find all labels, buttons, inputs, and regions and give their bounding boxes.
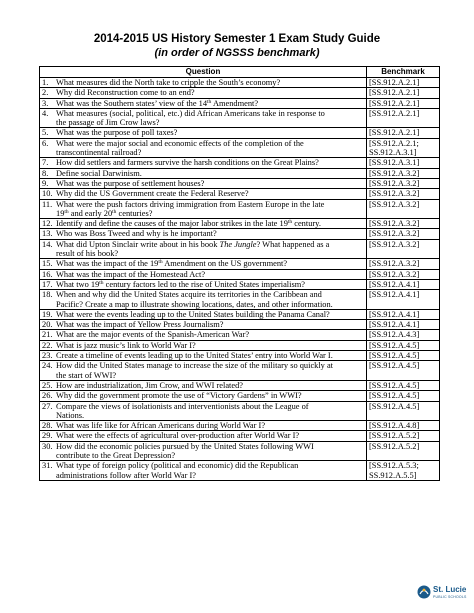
question-number: 30. <box>42 441 53 451</box>
benchmark-cell <box>367 340 440 350</box>
benchmark-code: [SS.912.A.4.1] <box>369 290 420 300</box>
page-subtitle: (in order of NGSSS benchmark) <box>154 47 320 59</box>
benchmark-code: [SS.912.A.3.2] <box>369 168 420 178</box>
question-cell <box>40 138 367 158</box>
question-cell <box>40 168 367 178</box>
benchmark-cell <box>367 108 440 128</box>
question-text-line <box>42 200 364 209</box>
benchmark-code: [SS.912.A.4.5] <box>369 380 420 390</box>
question-text: What was the Southern states’ view of the 14th Amendment? <box>56 98 259 108</box>
question-text: result of his book? <box>56 249 119 259</box>
table-row <box>40 219 440 229</box>
st-lucie-logo-icon <box>417 585 431 599</box>
question-number: 26. <box>42 391 53 401</box>
benchmark-code: [SS.912.A.5.2] <box>369 441 420 451</box>
question-text-line <box>42 461 364 470</box>
question-number: 11. <box>42 199 53 209</box>
question-text: What was the impact of the 19th Amendment on the US government? <box>56 259 288 269</box>
question-text-line <box>42 451 364 460</box>
table-row <box>40 158 440 168</box>
question-text: How are industrialization, Jim Crow, and WWI related? <box>56 380 243 390</box>
question-text: What were the events leading up to the United States building the Panama Canal? <box>56 309 330 319</box>
benchmark-code: [SS.912.A.2.1] <box>369 78 420 87</box>
question-number: 13. <box>42 229 53 239</box>
question-text: How did settlers and farmers survive the harsh conditions on the Great Plains? <box>56 158 319 168</box>
question-cell <box>40 431 367 441</box>
benchmark-cell <box>367 320 440 330</box>
benchmark-cell <box>367 98 440 108</box>
question-number: 21. <box>42 330 53 340</box>
benchmark-code: [SS.912.A.4.1] <box>369 320 420 330</box>
table-row <box>40 178 440 188</box>
question-text-line <box>42 290 364 299</box>
benchmark-cell <box>367 219 440 229</box>
benchmark-code: [SS.912.A.2.1] <box>369 128 420 138</box>
benchmark-cell <box>367 259 440 269</box>
question-text-line <box>42 471 364 480</box>
benchmark-cell <box>367 461 440 481</box>
question-number: 1. <box>42 78 49 87</box>
question-text: Define social Darwinism. <box>56 168 142 178</box>
benchmark-code: [SS.912.A.4.5] <box>369 401 420 411</box>
question-text: the start of WWI? <box>56 370 117 380</box>
benchmark-code: [SS.912.A.2.1] <box>369 88 420 98</box>
table-row <box>40 401 440 421</box>
question-text-line <box>42 371 364 380</box>
benchmark-cell <box>367 279 440 289</box>
benchmark-cell <box>367 330 440 340</box>
benchmark-cell <box>367 239 440 259</box>
question-text-line <box>42 118 364 127</box>
benchmark-cell <box>367 391 440 401</box>
question-cell <box>40 108 367 128</box>
question-number: 6. <box>42 138 49 148</box>
table-row <box>40 78 440 88</box>
question-cell <box>40 340 367 350</box>
question-text: Identify and define the causes of the major labor strikes in the late 19th century. <box>56 219 321 229</box>
question-text: What measures (social, political, etc.) did African Americans take in response to <box>56 108 325 118</box>
question-text: What were the effects of agricultural over-production after World War I? <box>56 431 300 441</box>
question-text: What was the impact of the Homestead Act? <box>56 269 206 279</box>
question-text-line <box>42 148 364 157</box>
question-text-line <box>42 229 364 238</box>
table-header-row <box>40 67 440 78</box>
question-cell <box>40 461 367 481</box>
table-row <box>40 279 440 289</box>
question-text: Why did the government promote the use of “Victory Gardens” in WWI? <box>56 391 302 401</box>
question-cell <box>40 279 367 289</box>
question-text-line <box>42 219 364 228</box>
question-number: 24. <box>42 361 53 371</box>
question-cell <box>40 128 367 138</box>
benchmark-code: [SS.912.A.2.1] <box>369 108 420 118</box>
question-text-line <box>42 411 364 420</box>
benchmark-cell <box>367 421 440 431</box>
question-text: What was life like for African Americans during World War I? <box>56 421 266 431</box>
table-row <box>40 361 440 381</box>
question-cell <box>40 259 367 269</box>
logo-name: St. Lucie <box>433 585 467 594</box>
question-number: 20. <box>42 320 53 330</box>
benchmark-code: [SS.912.A.4.1] <box>369 309 420 319</box>
question-text-line <box>42 431 364 440</box>
question-number: 27. <box>42 401 53 411</box>
question-text: Pacific? Create a map to illustrate showing locations, dates, and other information. <box>56 299 333 309</box>
question-number: 18. <box>42 290 53 300</box>
column-header-benchmark: Benchmark <box>367 67 440 78</box>
benchmark-code: [SS.912.A.3.2] <box>369 178 420 188</box>
question-cell <box>40 361 367 381</box>
question-text-line <box>42 300 364 309</box>
benchmark-code: [SS.912.A.2.1] <box>369 98 420 108</box>
question-cell <box>40 391 367 401</box>
benchmark-cell <box>367 158 440 168</box>
question-text-line <box>42 351 364 360</box>
question-number: 3. <box>42 98 49 108</box>
question-cell <box>40 78 367 88</box>
table-row <box>40 431 440 441</box>
benchmark-cell <box>367 290 440 310</box>
question-text-line <box>42 259 364 268</box>
question-text: What was the purpose of settlement houses? <box>56 178 205 188</box>
benchmark-code: [SS.912.A.3.2] <box>369 239 420 249</box>
benchmark-code: [SS.912.A.4.5] <box>369 361 420 371</box>
table-row <box>40 88 440 98</box>
question-text-line <box>42 330 364 339</box>
question-cell <box>40 178 367 188</box>
benchmark-code: [SS.912.A.3.2] <box>369 189 420 199</box>
table-row <box>40 441 440 461</box>
question-number: 2. <box>42 88 49 98</box>
question-text: administrations follow after World War I? <box>56 470 196 480</box>
table-row <box>40 330 440 340</box>
question-text: What were the push factors driving immigration from Eastern Europe in the late <box>56 199 325 209</box>
question-text-line <box>42 139 364 148</box>
question-text: What two 19th century factors led to the rise of United States imperialism? <box>56 279 305 289</box>
table-row <box>40 199 440 219</box>
benchmark-cell <box>367 431 440 441</box>
benchmark-cell <box>367 269 440 279</box>
question-text-line <box>42 320 364 329</box>
benchmark-code: [SS.912.A.3.1] <box>369 158 420 168</box>
question-text: When and why did the United States acquire its territories in the Caribbean and <box>56 290 322 300</box>
question-text-line <box>42 361 364 370</box>
question-number: 23. <box>42 351 53 361</box>
table-row <box>40 421 440 431</box>
table-row <box>40 351 440 361</box>
benchmark-code: [SS.912.A.4.8] <box>369 421 420 431</box>
question-cell <box>40 320 367 330</box>
question-cell <box>40 158 367 168</box>
question-cell <box>40 421 367 431</box>
benchmark-code: [SS.912.A.4.3] <box>369 330 420 340</box>
question-number: 15. <box>42 259 53 269</box>
logo-subtitle: PUBLIC SCHOOLS <box>433 595 467 599</box>
table-row <box>40 391 440 401</box>
question-text: How did the economic policies pursued by the United States following WWI <box>56 441 314 451</box>
benchmark-cell <box>367 128 440 138</box>
benchmark-cell <box>367 189 440 199</box>
table-row <box>40 128 440 138</box>
question-cell <box>40 229 367 239</box>
question-text-line <box>42 240 364 249</box>
question-cell <box>40 330 367 340</box>
question-text-line <box>42 402 364 411</box>
question-text-line <box>42 442 364 451</box>
question-text: Why did the US Government create the Federal Reserve? <box>56 189 249 199</box>
benchmark-code: [SS.912.A.5.2] <box>369 431 420 441</box>
question-text-line <box>42 128 364 137</box>
benchmark-cell <box>367 199 440 219</box>
table-row <box>40 138 440 158</box>
question-text: the passage of Jim Crow laws? <box>56 118 160 128</box>
document-header <box>0 32 474 60</box>
question-text-line <box>42 88 364 97</box>
table-row <box>40 189 440 199</box>
question-text-line <box>42 158 364 167</box>
question-text: What was the purpose of poll taxes? <box>56 128 178 138</box>
question-text: transcontinental railroad? <box>56 148 142 158</box>
question-cell <box>40 219 367 229</box>
question-text: Nations. <box>56 410 85 420</box>
question-text-line <box>42 249 364 258</box>
table-row <box>40 290 440 310</box>
table-row <box>40 229 440 239</box>
benchmark-code: [SS.912.A.3.2] <box>369 269 420 279</box>
table-row <box>40 239 440 259</box>
question-text-line <box>42 310 364 319</box>
question-text-line <box>42 391 364 400</box>
benchmark-cell <box>367 361 440 381</box>
question-number: 25. <box>42 380 53 390</box>
question-cell <box>40 290 367 310</box>
benchmark-code: [SS.912.A.5.3; <box>369 461 419 471</box>
question-text-line <box>42 99 364 108</box>
question-text: What did Upton Sinclair write about in his book The Jungle? What happened as a <box>56 239 330 249</box>
question-text-line <box>42 109 364 118</box>
table-row <box>40 461 440 481</box>
question-text: What were the major social and economic effects of the completion of the <box>56 138 304 148</box>
school-district-logo <box>417 583 465 607</box>
question-cell <box>40 269 367 279</box>
benchmark-code: [SS.912.A.4.5] <box>369 351 420 361</box>
question-number: 12. <box>42 219 53 229</box>
table-row <box>40 340 440 350</box>
table-row <box>40 269 440 279</box>
question-text-line <box>42 341 364 350</box>
question-number: 14. <box>42 239 53 249</box>
question-number: 31. <box>42 461 53 471</box>
benchmark-cell <box>367 229 440 239</box>
question-cell <box>40 380 367 390</box>
question-text-line <box>42 78 364 87</box>
table-body <box>40 78 440 481</box>
table-row <box>40 168 440 178</box>
benchmark-cell <box>367 309 440 319</box>
benchmark-code: [SS.912.A.3.2] <box>369 219 420 229</box>
table-row <box>40 309 440 319</box>
benchmark-cell <box>367 380 440 390</box>
question-text: What is jazz music’s link to World War I? <box>56 340 196 350</box>
question-text-line <box>42 421 364 430</box>
question-text: Who was Boss Tweed and why is he important? <box>56 229 217 239</box>
question-cell <box>40 239 367 259</box>
question-cell <box>40 401 367 421</box>
question-text-line <box>42 179 364 188</box>
question-cell <box>40 189 367 199</box>
benchmark-code: SS.912.A.5.5] <box>369 470 417 480</box>
question-text: contribute to the Great Depression? <box>56 450 176 460</box>
question-text-line <box>42 381 364 390</box>
table-row <box>40 98 440 108</box>
question-number: 4. <box>42 108 49 118</box>
benchmark-code: [SS.912.A.3.2] <box>369 229 420 239</box>
question-text-line <box>42 169 364 178</box>
benchmark-code: [SS.912.A.3.2] <box>369 199 420 209</box>
benchmark-code: [SS.912.A.4.5] <box>369 391 420 401</box>
benchmark-cell <box>367 401 440 421</box>
question-cell <box>40 199 367 219</box>
question-text: What type of foreign policy (political and economic) did the Republican <box>56 461 299 471</box>
benchmark-cell <box>367 178 440 188</box>
question-number: 16. <box>42 269 53 279</box>
question-cell <box>40 441 367 461</box>
table-row <box>40 259 440 269</box>
question-text: How did the United States manage to increase the size of the military so quickly at <box>56 361 333 371</box>
question-text: Why did Reconstruction come to an end? <box>56 88 195 98</box>
benchmark-code: [SS.912.A.3.2] <box>369 259 420 269</box>
question-text: What are the major events of the Spanish-American War? <box>56 330 250 340</box>
benchmark-code: [SS.912.A.2.1; <box>369 138 419 148</box>
benchmark-code: [SS.912.A.4.1] <box>369 279 420 289</box>
question-cell <box>40 351 367 361</box>
question-text-line <box>42 280 364 289</box>
question-text: 19th and early 20th centuries? <box>56 208 153 218</box>
page-title: 2014-2015 US History Semester 1 Exam Study Guide <box>93 33 381 45</box>
question-number: 9. <box>42 178 49 188</box>
benchmark-cell <box>367 441 440 461</box>
table-row <box>40 320 440 330</box>
question-text-line <box>42 270 364 279</box>
question-text: Create a timeline of events leading up to the United States’ entry into World War I. <box>56 351 333 361</box>
benchmark-cell <box>367 138 440 158</box>
benchmark-cell <box>367 88 440 98</box>
benchmark-code: SS.912.A.3.1] <box>369 148 417 158</box>
question-text-line <box>42 189 364 198</box>
question-cell <box>40 309 367 319</box>
question-text: Compare the views of isolationists and interventionists about the League of <box>56 401 309 411</box>
question-number: 7. <box>42 158 49 168</box>
question-text: What was the impact of Yellow Press Journalism? <box>56 320 224 330</box>
question-cell <box>40 98 367 108</box>
question-text: What measures did the North take to cripple the South’s economy? <box>56 78 281 87</box>
benchmark-code: [SS.912.A.4.5] <box>369 340 420 350</box>
question-number: 22. <box>42 340 53 350</box>
question-cell <box>40 88 367 98</box>
question-number: 17. <box>42 279 53 289</box>
question-number: 5. <box>42 128 49 138</box>
benchmark-cell <box>367 351 440 361</box>
column-header-question: Question <box>40 67 367 78</box>
benchmark-cell <box>367 168 440 178</box>
question-text-line <box>42 209 364 218</box>
question-number: 19. <box>42 309 53 319</box>
table-row <box>40 108 440 128</box>
question-number: 28. <box>42 421 53 431</box>
benchmark-cell <box>367 78 440 88</box>
question-number: 10. <box>42 189 53 199</box>
table-row <box>40 380 440 390</box>
question-number: 8. <box>42 168 49 178</box>
question-number: 29. <box>42 431 53 441</box>
study-guide-table <box>39 66 440 481</box>
